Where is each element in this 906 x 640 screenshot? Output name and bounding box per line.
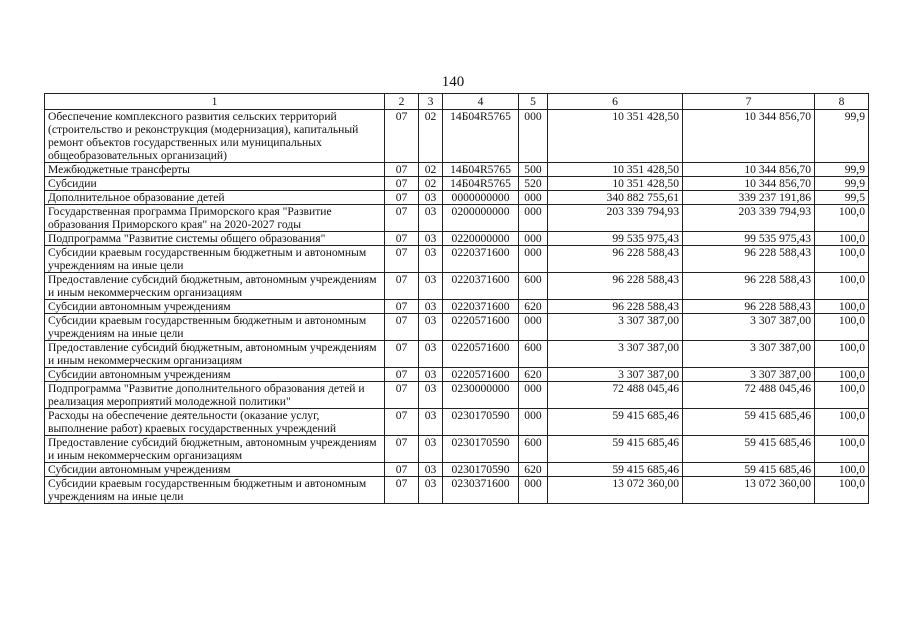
target-article-code-cell: 0200000000 (443, 205, 519, 232)
executed-amount-cell: 72 488 045,46 (683, 382, 815, 409)
executed-amount-cell: 96 228 588,43 (683, 300, 815, 314)
row-name-cell: Субсидии (45, 177, 385, 191)
section-code-cell: 07 (385, 382, 419, 409)
row-name-cell: Субсидии автономным учреждениям (45, 368, 385, 382)
subsection-code-cell: 02 (419, 177, 443, 191)
row-name-cell: Субсидии краевым государственным бюджетным и автономным учреждениям на иные цели (45, 477, 385, 504)
execution-percent-cell: 100,0 (815, 341, 869, 368)
subsection-code-cell: 03 (419, 314, 443, 341)
row-name-cell: Государственная программа Приморского края "Развитие образования Приморского края" на 2020-2027 годы (45, 205, 385, 232)
expense-type-code-cell: 620 (519, 300, 548, 314)
target-article-code-cell: 0000000000 (443, 191, 519, 205)
table-row (45, 382, 869, 409)
executed-amount-cell: 10 344 856,70 (683, 110, 815, 163)
execution-percent-cell: 99,5 (815, 191, 869, 205)
expense-type-code-cell: 520 (519, 177, 548, 191)
planned-amount-cell: 10 351 428,50 (548, 163, 683, 177)
column-header-6: 6 (548, 94, 683, 110)
planned-amount-cell: 3 307 387,00 (548, 314, 683, 341)
subsection-code-cell: 03 (419, 232, 443, 246)
table-row (45, 246, 869, 273)
row-name-cell: Предоставление субсидий бюджетным, автономным учреждениям и иным некоммерческим организациям (45, 341, 385, 368)
execution-percent-cell: 100,0 (815, 463, 869, 477)
executed-amount-cell: 3 307 387,00 (683, 341, 815, 368)
table-row (45, 368, 869, 382)
executed-amount-cell: 13 072 360,00 (683, 477, 815, 504)
target-article-code-cell: 0230000000 (443, 382, 519, 409)
row-name-cell: Расходы на обеспечение деятельности (оказание услуг, выполнение работ) краевых государственных учреждений (45, 409, 385, 436)
target-article-code-cell: 0230170590 (443, 463, 519, 477)
section-code-cell: 07 (385, 177, 419, 191)
expense-type-code-cell: 600 (519, 341, 548, 368)
target-article-code-cell: 0220371600 (443, 273, 519, 300)
column-header-4: 4 (443, 94, 519, 110)
subsection-code-cell: 03 (419, 409, 443, 436)
column-header-1: 1 (45, 94, 385, 110)
executed-amount-cell: 3 307 387,00 (683, 314, 815, 341)
table-row (45, 436, 869, 463)
subsection-code-cell: 03 (419, 436, 443, 463)
row-name-cell: Субсидии автономным учреждениям (45, 300, 385, 314)
row-name-cell: Обеспечение комплексного развития сельских территорий (строительство и реконструкция (модернизация), капитальный ремонт объектов государственных или муниципальных общеобразовательных организаций) (45, 110, 385, 163)
table-row (45, 177, 869, 191)
section-code-cell: 07 (385, 368, 419, 382)
executed-amount-cell: 99 535 975,43 (683, 232, 815, 246)
row-name-cell: Субсидии краевым государственным бюджетным и автономным учреждениям на иные цели (45, 314, 385, 341)
section-code-cell: 07 (385, 463, 419, 477)
subsection-code-cell: 02 (419, 163, 443, 177)
execution-percent-cell: 99,9 (815, 110, 869, 163)
target-article-code-cell: 0230371600 (443, 477, 519, 504)
expense-type-code-cell: 620 (519, 368, 548, 382)
execution-percent-cell: 100,0 (815, 477, 869, 504)
executed-amount-cell: 339 237 191,86 (683, 191, 815, 205)
executed-amount-cell: 96 228 588,43 (683, 273, 815, 300)
expense-type-code-cell: 000 (519, 205, 548, 232)
execution-percent-cell: 100,0 (815, 232, 869, 246)
planned-amount-cell: 13 072 360,00 (548, 477, 683, 504)
column-header-2: 2 (385, 94, 419, 110)
execution-percent-cell: 99,9 (815, 163, 869, 177)
expense-type-code-cell: 000 (519, 382, 548, 409)
expense-type-code-cell: 000 (519, 232, 548, 246)
table-row (45, 314, 869, 341)
execution-percent-cell: 100,0 (815, 409, 869, 436)
execution-percent-cell: 100,0 (815, 382, 869, 409)
executed-amount-cell: 59 415 685,46 (683, 409, 815, 436)
subsection-code-cell: 03 (419, 191, 443, 205)
executed-amount-cell: 10 344 856,70 (683, 177, 815, 191)
expense-type-code-cell: 000 (519, 191, 548, 205)
planned-amount-cell: 3 307 387,00 (548, 368, 683, 382)
row-name-cell: Субсидии автономным учреждениям (45, 463, 385, 477)
target-article-code-cell: 0230170590 (443, 436, 519, 463)
expense-type-code-cell: 000 (519, 409, 548, 436)
row-name-cell: Межбюджетные трансферты (45, 163, 385, 177)
executed-amount-cell: 10 344 856,70 (683, 163, 815, 177)
expense-type-code-cell: 600 (519, 273, 548, 300)
planned-amount-cell: 59 415 685,46 (548, 436, 683, 463)
planned-amount-cell: 203 339 794,93 (548, 205, 683, 232)
target-article-code-cell: 14Б04R5765 (443, 177, 519, 191)
table-row (45, 409, 869, 436)
planned-amount-cell: 340 882 755,61 (548, 191, 683, 205)
expense-type-code-cell: 500 (519, 163, 548, 177)
target-article-code-cell: 0220571600 (443, 368, 519, 382)
expense-type-code-cell: 000 (519, 477, 548, 504)
section-code-cell: 07 (385, 477, 419, 504)
section-code-cell: 07 (385, 409, 419, 436)
target-article-code-cell: 14Б04R5765 (443, 163, 519, 177)
planned-amount-cell: 59 415 685,46 (548, 409, 683, 436)
section-code-cell: 07 (385, 205, 419, 232)
section-code-cell: 07 (385, 191, 419, 205)
table-row (45, 341, 869, 368)
planned-amount-cell: 96 228 588,43 (548, 300, 683, 314)
table-body (45, 110, 869, 504)
subsection-code-cell: 03 (419, 463, 443, 477)
row-name-cell: Подпрограмма "Развитие системы общего образования" (45, 232, 385, 246)
executed-amount-cell: 59 415 685,46 (683, 463, 815, 477)
table-row (45, 273, 869, 300)
table-row (45, 463, 869, 477)
expense-type-code-cell: 600 (519, 436, 548, 463)
table-row (45, 232, 869, 246)
subsection-code-cell: 03 (419, 273, 443, 300)
target-article-code-cell: 14Б04R5765 (443, 110, 519, 163)
subsection-code-cell: 03 (419, 382, 443, 409)
subsection-code-cell: 03 (419, 341, 443, 368)
table-row (45, 163, 869, 177)
section-code-cell: 07 (385, 436, 419, 463)
execution-percent-cell: 100,0 (815, 246, 869, 273)
execution-percent-cell: 99,9 (815, 177, 869, 191)
target-article-code-cell: 0220571600 (443, 314, 519, 341)
row-name-cell: Предоставление субсидий бюджетным, автономным учреждениям и иным некоммерческим организациям (45, 273, 385, 300)
section-code-cell: 07 (385, 110, 419, 163)
column-header-3: 3 (419, 94, 443, 110)
table-row (45, 205, 869, 232)
table-row (45, 477, 869, 504)
page-number: 140 (441, 74, 465, 90)
planned-amount-cell: 96 228 588,43 (548, 246, 683, 273)
section-code-cell: 07 (385, 300, 419, 314)
execution-percent-cell: 100,0 (815, 368, 869, 382)
execution-percent-cell: 100,0 (815, 300, 869, 314)
subsection-code-cell: 03 (419, 246, 443, 273)
expense-type-code-cell: 000 (519, 246, 548, 273)
column-header-5: 5 (519, 94, 548, 110)
target-article-code-cell: 0220000000 (443, 232, 519, 246)
executed-amount-cell: 203 339 794,93 (683, 205, 815, 232)
execution-percent-cell: 100,0 (815, 205, 869, 232)
execution-percent-cell: 100,0 (815, 273, 869, 300)
row-name-cell: Подпрограмма "Развитие дополнительного образования детей и реализация мероприятий молодежной политики" (45, 382, 385, 409)
execution-percent-cell: 100,0 (815, 314, 869, 341)
planned-amount-cell: 96 228 588,43 (548, 273, 683, 300)
planned-amount-cell: 59 415 685,46 (548, 463, 683, 477)
target-article-code-cell: 0220371600 (443, 246, 519, 273)
section-code-cell: 07 (385, 246, 419, 273)
planned-amount-cell: 10 351 428,50 (548, 177, 683, 191)
subsection-code-cell: 03 (419, 477, 443, 504)
subsection-code-cell: 03 (419, 300, 443, 314)
subsection-code-cell: 03 (419, 368, 443, 382)
table-row (45, 300, 869, 314)
expense-type-code-cell: 620 (519, 463, 548, 477)
target-article-code-cell: 0220571600 (443, 341, 519, 368)
expense-type-code-cell: 000 (519, 314, 548, 341)
target-article-code-cell: 0220371600 (443, 300, 519, 314)
executed-amount-cell: 96 228 588,43 (683, 246, 815, 273)
executed-amount-cell: 3 307 387,00 (683, 368, 815, 382)
subsection-code-cell: 02 (419, 110, 443, 163)
section-code-cell: 07 (385, 232, 419, 246)
target-article-code-cell: 0230170590 (443, 409, 519, 436)
execution-percent-cell: 100,0 (815, 436, 869, 463)
subsection-code-cell: 03 (419, 205, 443, 232)
table-row (45, 191, 869, 205)
table-header-row (45, 94, 869, 110)
row-name-cell: Дополнительное образование детей (45, 191, 385, 205)
section-code-cell: 07 (385, 314, 419, 341)
budget-table (44, 93, 869, 504)
row-name-cell: Субсидии краевым государственным бюджетным и автономным учреждениям на иные цели (45, 246, 385, 273)
column-header-8: 8 (815, 94, 869, 110)
section-code-cell: 07 (385, 273, 419, 300)
section-code-cell: 07 (385, 163, 419, 177)
planned-amount-cell: 3 307 387,00 (548, 341, 683, 368)
planned-amount-cell: 10 351 428,50 (548, 110, 683, 163)
section-code-cell: 07 (385, 341, 419, 368)
row-name-cell: Предоставление субсидий бюджетным, автономным учреждениям и иным некоммерческим организациям (45, 436, 385, 463)
expense-type-code-cell: 000 (519, 110, 548, 163)
table-row (45, 110, 869, 163)
executed-amount-cell: 59 415 685,46 (683, 436, 815, 463)
column-header-7: 7 (683, 94, 815, 110)
planned-amount-cell: 99 535 975,43 (548, 232, 683, 246)
planned-amount-cell: 72 488 045,46 (548, 382, 683, 409)
